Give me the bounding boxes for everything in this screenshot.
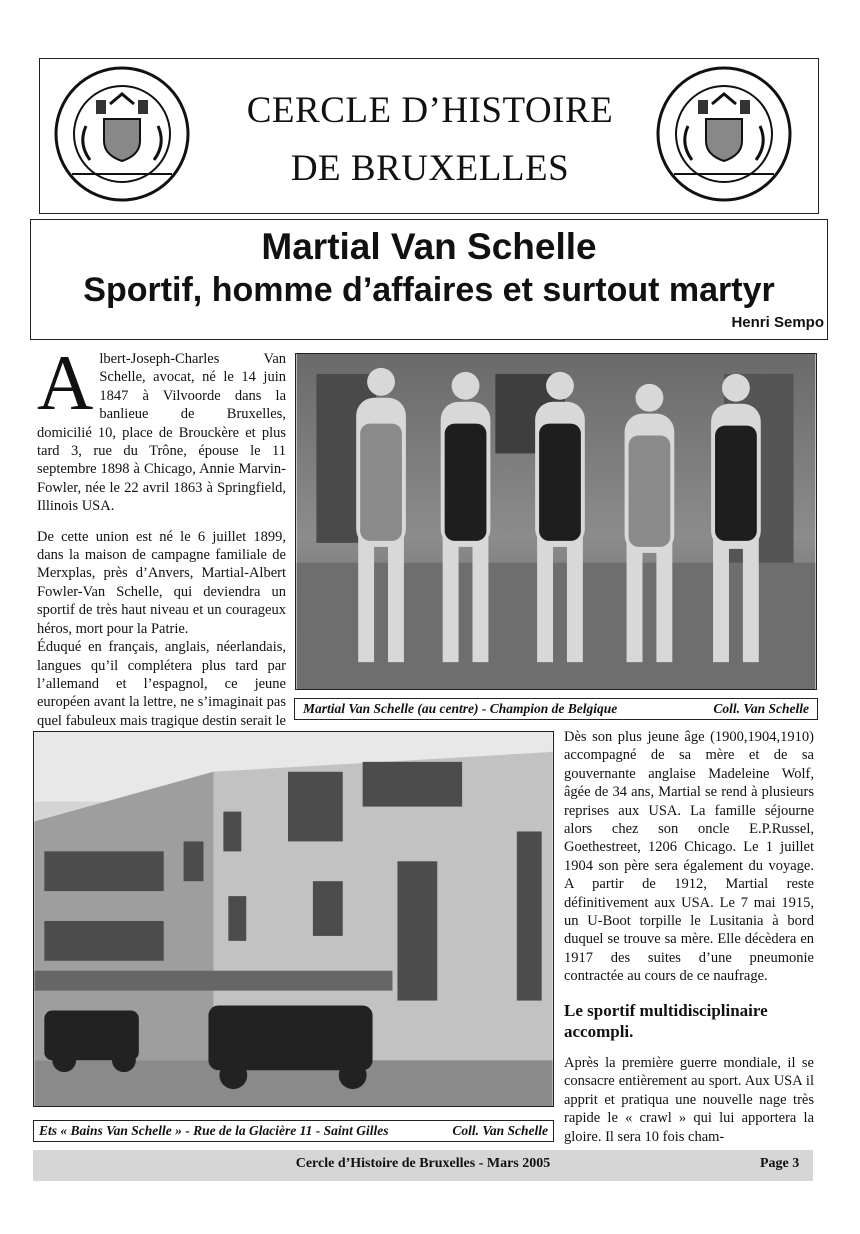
- footer-publication: Cercle d’Histoire de Bruxelles - Mars 2005: [295, 1156, 551, 1171]
- page-number: Page 3: [760, 1156, 800, 1171]
- photo2-caption: [33, 1120, 554, 1142]
- photo2-credit: Coll. Van Schelle: [452, 1123, 548, 1138]
- masthead-line-2: DE BRUXELLES: [290, 148, 570, 189]
- right-column: [564, 728, 814, 986]
- photo1-caption-text: Martial Van Schelle (au centre) - Champion de Belgique: [303, 701, 618, 716]
- right-paragraph-2: Après la première guerre mondiale, il se consacre entièrement au sport. Aux USA il apprit et pratiqua une nouvelle nage très rapide le « crawl » qui lui apportera la gloire. Il sera 10 fois cham-: [564, 1055, 814, 1145]
- bains-van-schelle-building-photo: [33, 731, 554, 1107]
- section-subheading: Le sportif multidisciplinaire accompli.: [564, 1001, 768, 1041]
- intro-paragraph-3: Éduqué en français, anglais, néerlandais, langues qu’il complétera plus tard par l’allemand et l’espagnol, ce jeune européen avant la lettre, ne s’imaginait pas quel fabuleux mais tragique destin serait le: [37, 639, 286, 729]
- masthead-title: [205, 82, 655, 198]
- intro-paragraph-2: De cette union est né le 6 juillet 1899, dans la maison de campagne familiale de Merxplas, près d’Anvers, Martial-Albert Fowler-Van Schelle, qui deviendra un sportif de très haut niveau et un courageux héros, mort pour la Patrie.: [37, 528, 286, 637]
- swimmers-team-photo: [295, 353, 817, 690]
- intro-paragraph-1: Albert-Joseph-Charles Van Schelle, avocat, né le 14 juin 1847 à Vilvoorde dans la banlieue de Bruxelles, domicilié 10, place de Brouckère et plus tard 3, rue du Trône, épouse le 11 septembre 1898 à Chicago, Annie Marvin-Fowler, née le 22 avril 1863 à Springfield, Illinois USA.: [37, 339, 286, 515]
- drop-cap: A: [37, 339, 94, 426]
- article-author: Henri Sempo: [731, 314, 824, 331]
- society-seal-logo-right: [644, 64, 804, 204]
- article-subtitle: Sportif, homme d’affaires et surtout martyr: [83, 271, 775, 309]
- article-title: Martial Van Schelle: [261, 226, 597, 267]
- right-column-continued: [564, 1054, 814, 1146]
- photo2-caption-text: Ets « Bains Van Schelle » - Rue de la Glacière 11 - Saint Gilles: [39, 1123, 389, 1138]
- right-paragraph-1: Dès son plus jeune âge (1900,1904,1910) accompagné de sa mère et de sa gouvernante anglaise Madeleine Wolf, âgée de 34 ans, Martial se rend à plusieurs reprises aux USA. La famille séjourne alors chez son oncle E.P.Russel, Goethestreet, 1206 Chicago. Le 1 juillet 1904 son père sera également du voyage. A partir de 1912, Martial reste définitivement aux USA. Le 7 mai 1915, un U-Boot torpille le Lusitania à bord duquel se trouve sa mère. Elle décèdera en 1917 des suites d’une pneumonie contractée au cours de ce naufrage.: [564, 729, 814, 985]
- masthead-line-1: CERCLE D’HISTOIRE: [246, 90, 614, 131]
- society-seal-logo-left: [42, 64, 202, 204]
- photo1-caption: [294, 698, 818, 720]
- photo1-credit: Coll. Van Schelle: [713, 701, 809, 716]
- intro-column: [37, 339, 286, 749]
